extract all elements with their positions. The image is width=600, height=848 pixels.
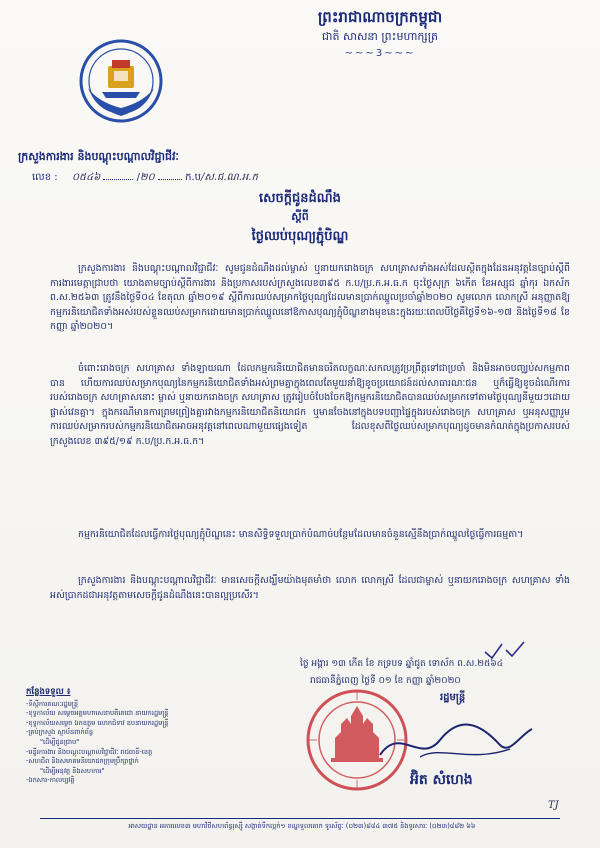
signatory-name: អ៊ិត សំហេង — [410, 772, 473, 788]
handwritten-initial: TJ — [548, 800, 559, 811]
letter-number-label: លេខ : — [32, 172, 58, 183]
recipient-item: -ខុទ្ទកាល័យសម្តេច ឯកឧត្តម លោកជំទាវ ឧបនាយករដ្ឋមន្ត្រី — [26, 718, 169, 727]
recipient-item: "ដើម្បីជូនជ្រាប" — [40, 737, 80, 746]
letter-suffix: ក.ប — [185, 172, 201, 183]
recipient-item: -មន្ទីរការងារ និងបណ្តុះបណ្តាលវិជ្ជាជីវៈ រាជធានី-ខេត្ត — [26, 747, 153, 756]
notice-title: សេចក្តីជូនដំណឹង — [259, 191, 341, 206]
letter-number: លេខ : ០៥៤៦ /២០ ក.ប/ស.ជ.ណ.អ.ក — [32, 172, 258, 183]
letter-number-value: ០៥៤៦ — [71, 172, 101, 183]
recipient-item: -សហជីព និងសមាគមនិយោជកក្រុមប្រឹក្សាថ្នាក់ — [26, 757, 139, 766]
paragraph-4: ក្រសួងការងារ និងបណ្តុះបណ្តាលវិជ្ជាជីវៈ មានសេចក្តីសង្ឃឹមយ៉ាងមុតមាំថា លោក លោកស្រី ដែលជាម្ចាស់ ឬនាយករោងចក្រ សហគ្រាស ទាំងអស់ប្រាកដជាអនុវត្តតាមសេចក្តីជូនដំណឹងនេះបានល្អប្រសើរ។ — [50, 575, 570, 601]
handwritten-check-mark — [480, 640, 530, 660]
national-motto: ជាតិ សាសនា ព្រះមហាក្សត្រ — [322, 30, 438, 43]
recipient-item: -គ្រប់ក្រសួង ស្ថាប័នពាក់ព័ន្ធ — [26, 728, 93, 737]
paragraph-1: ក្រសួងការងារ និងបណ្តុះបណ្តាលវិជ្ជាជីវៈ សូមជូនដំណឹងដល់ម្ចាស់ ឬនាយករោងចក្រ សហគ្រាសទាំងអស់ដែលស្ថិតក្នុងដែនអនុវត្តនៃច្បាប់ស្តីពីការងារមេត្តាជ្រាបថា យោងតាមច្បាប់ស្តីពីការងារ និងប្រកាសរបស់ក្រសួងលេខ៣៩៥ ក.ប/ប្រ.ក.អ.ធ.ក ចុះថ្ងៃសុក្រ ៦កើត ខែអស្សុជ ឆ្នាំកុរ ឯកស័ក ព.ស.២៥៦៣ ត្រូវនឹងថ្ងៃទី០៤ ខែតុលា ឆ្នាំ២០១៩ ស្តីពីការឈប់សម្រាកថ្ងៃបុណ្យដែលមានប្រាក់ឈ្នួលប្រចាំឆ្នាំ២០២០ សូមលោក លោកស្រី អនុញ្ញាតឱ្យកម្មករនិយោជិតទាំងអស់របស់ខ្លួនឈប់សម្រាកដោយមានប្រាក់ឈ្នួលនៅឱកាសបុណ្យភ្ជុំបិណ្ឌខាងមុខនេះក្នុងរយៈពេលបីថ្ងៃគឺថ្ងៃទី១៦-១៧ និងថ្ងៃទី១៨ ខែកញ្ញា ឆ្នាំ២០២០។ — [50, 263, 570, 333]
lunar-date: ថ្ងៃ អង្គារ ១៣ កើត ខែ ភទ្របទ ឆ្នាំជូត ទោស័ក ព.ស.២៥៦៤ — [300, 659, 504, 669]
notice-subject-label: ស្តីពី — [291, 210, 309, 223]
handwritten-signature — [360, 715, 540, 775]
paragraph-3: កម្មករនិយោជិតដែលធ្វើការថ្ងៃបុណ្យភ្ជុំបិណ្ឌនេះ មានសិទ្ធិទទួលប្រាក់បំណាច់បន្ថែមដែលមានចំនួនស្មើនឹងប្រាក់ឈ្នួលថ្ងៃធ្វើការធម្មតា។ — [78, 529, 524, 540]
motto-ornament: ~~~3~~~ — [344, 48, 416, 59]
footer-address: អាសយដ្ឋាន អគារលេខ៣ មហាវិថីសហព័ន្ធរុស្ស៊ី សង្កាត់ទឹកល្អក់១ ខណ្ឌទួលគោក ទូរស័ព្ទៈ (០២៣)៨៨៤ ៣៧៥ និងទូរសារៈ (០២៣)៨៨២ ៦៦ — [128, 822, 476, 830]
ministry-logo — [78, 38, 164, 124]
signatory-title: រដ្ឋមន្ត្រី — [440, 692, 466, 703]
kingdom-heading: ព្រះរាជាណាចក្រកម្ពុជា — [317, 8, 443, 26]
recipients-list — [26, 688, 256, 786]
recipient-item: -ខុទ្ទកាល័យ សម្តេចអគ្គមហាសេនាបតីតេជោ នាយករដ្ឋមន្ត្រី — [26, 709, 169, 718]
recipients-heading: កន្លែងទទួល ៖ — [26, 687, 71, 697]
notice-subject: ថ្ងៃឈប់បុណ្យភ្ជុំបិណ្ឌ — [251, 229, 349, 244]
ministry-name: ក្រសួងការងារ និងបណ្តុះបណ្តាលវិជ្ជាជីវៈ — [18, 150, 179, 163]
paragraph-2: ចំពោះរោងចក្រ សហគ្រាស ទាំងឡាយណា ដែលកម្មករនិយោជិតមានចរិតលក្ខណៈសកលត្រូវប្រព្រឹត្តទៅជាប្រចាំ និងមិនអាចបញ្ឈប់សកម្មភាពបាន ហើយការឈប់សម្រាកបុណ្យនៃកម្មករនិយោជិតទាំងអស់ព្រមគ្នាក្នុងពេលតែមួយនាំឱ្យខូចប្រយោជន៍ដល់សាធារណៈជន ឬក៏ធ្វើឱ្យខូចដំណើរការរបស់រោងចក្រ សហគ្រាសនោះ ម្ចាស់ ឬនាយករោងចក្រ សហគ្រាស ត្រូវរៀបចំបែងចែកឱ្យកម្មករនិយោជិតបានឈប់សម្រាកទៅតាមថ្ងៃបុណ្យនីមួយៗដោយផ្លាស់វេនគ្នា។ ក្នុងករណីមានការព្រមព្រៀងគ្នារវាងកម្មករនិយោជិតនិយោជក ឬមានចែងនៅក្នុងបទបញ្ជាផ្ទៃក្នុងរបស់រោងចក្រ សហគ្រាស ឬអនុសញ្ញារួម ការឈប់សម្រាករបស់កម្មករនិយោជិតអាចអនុវត្តនៅពេលណាមួយផ្សេងទៀត ដែលខុសពីថ្ងៃឈប់សម្រាកបុណ្យដូចមានកំណត់ក្នុងប្រកាសរបស់ក្រសួងលេខ ៣៩៥/១៩ ក.ប/ប្រ.ក.អ.ធ.ក។ — [50, 363, 570, 447]
solar-date: រាជធានីភ្នំពេញ ថ្ងៃទី ០១ ខែ កញ្ញា ឆ្នាំ២០២០ — [310, 676, 461, 686]
recipient-item: "ដើម្បីអនុវត្ត និងសហការ" — [40, 766, 105, 775]
recipient-item: -ទីស្តីការគណៈរដ្ឋមន្ត្រី — [26, 699, 79, 708]
recipient-item: -ឯកសារ-កាលប្បវត្តិ — [26, 776, 75, 785]
letter-year-value: ២០ — [140, 172, 155, 183]
footer-divider — [40, 818, 560, 819]
letter-code: /ស.ជ.ណ.អ.ក — [200, 172, 258, 183]
